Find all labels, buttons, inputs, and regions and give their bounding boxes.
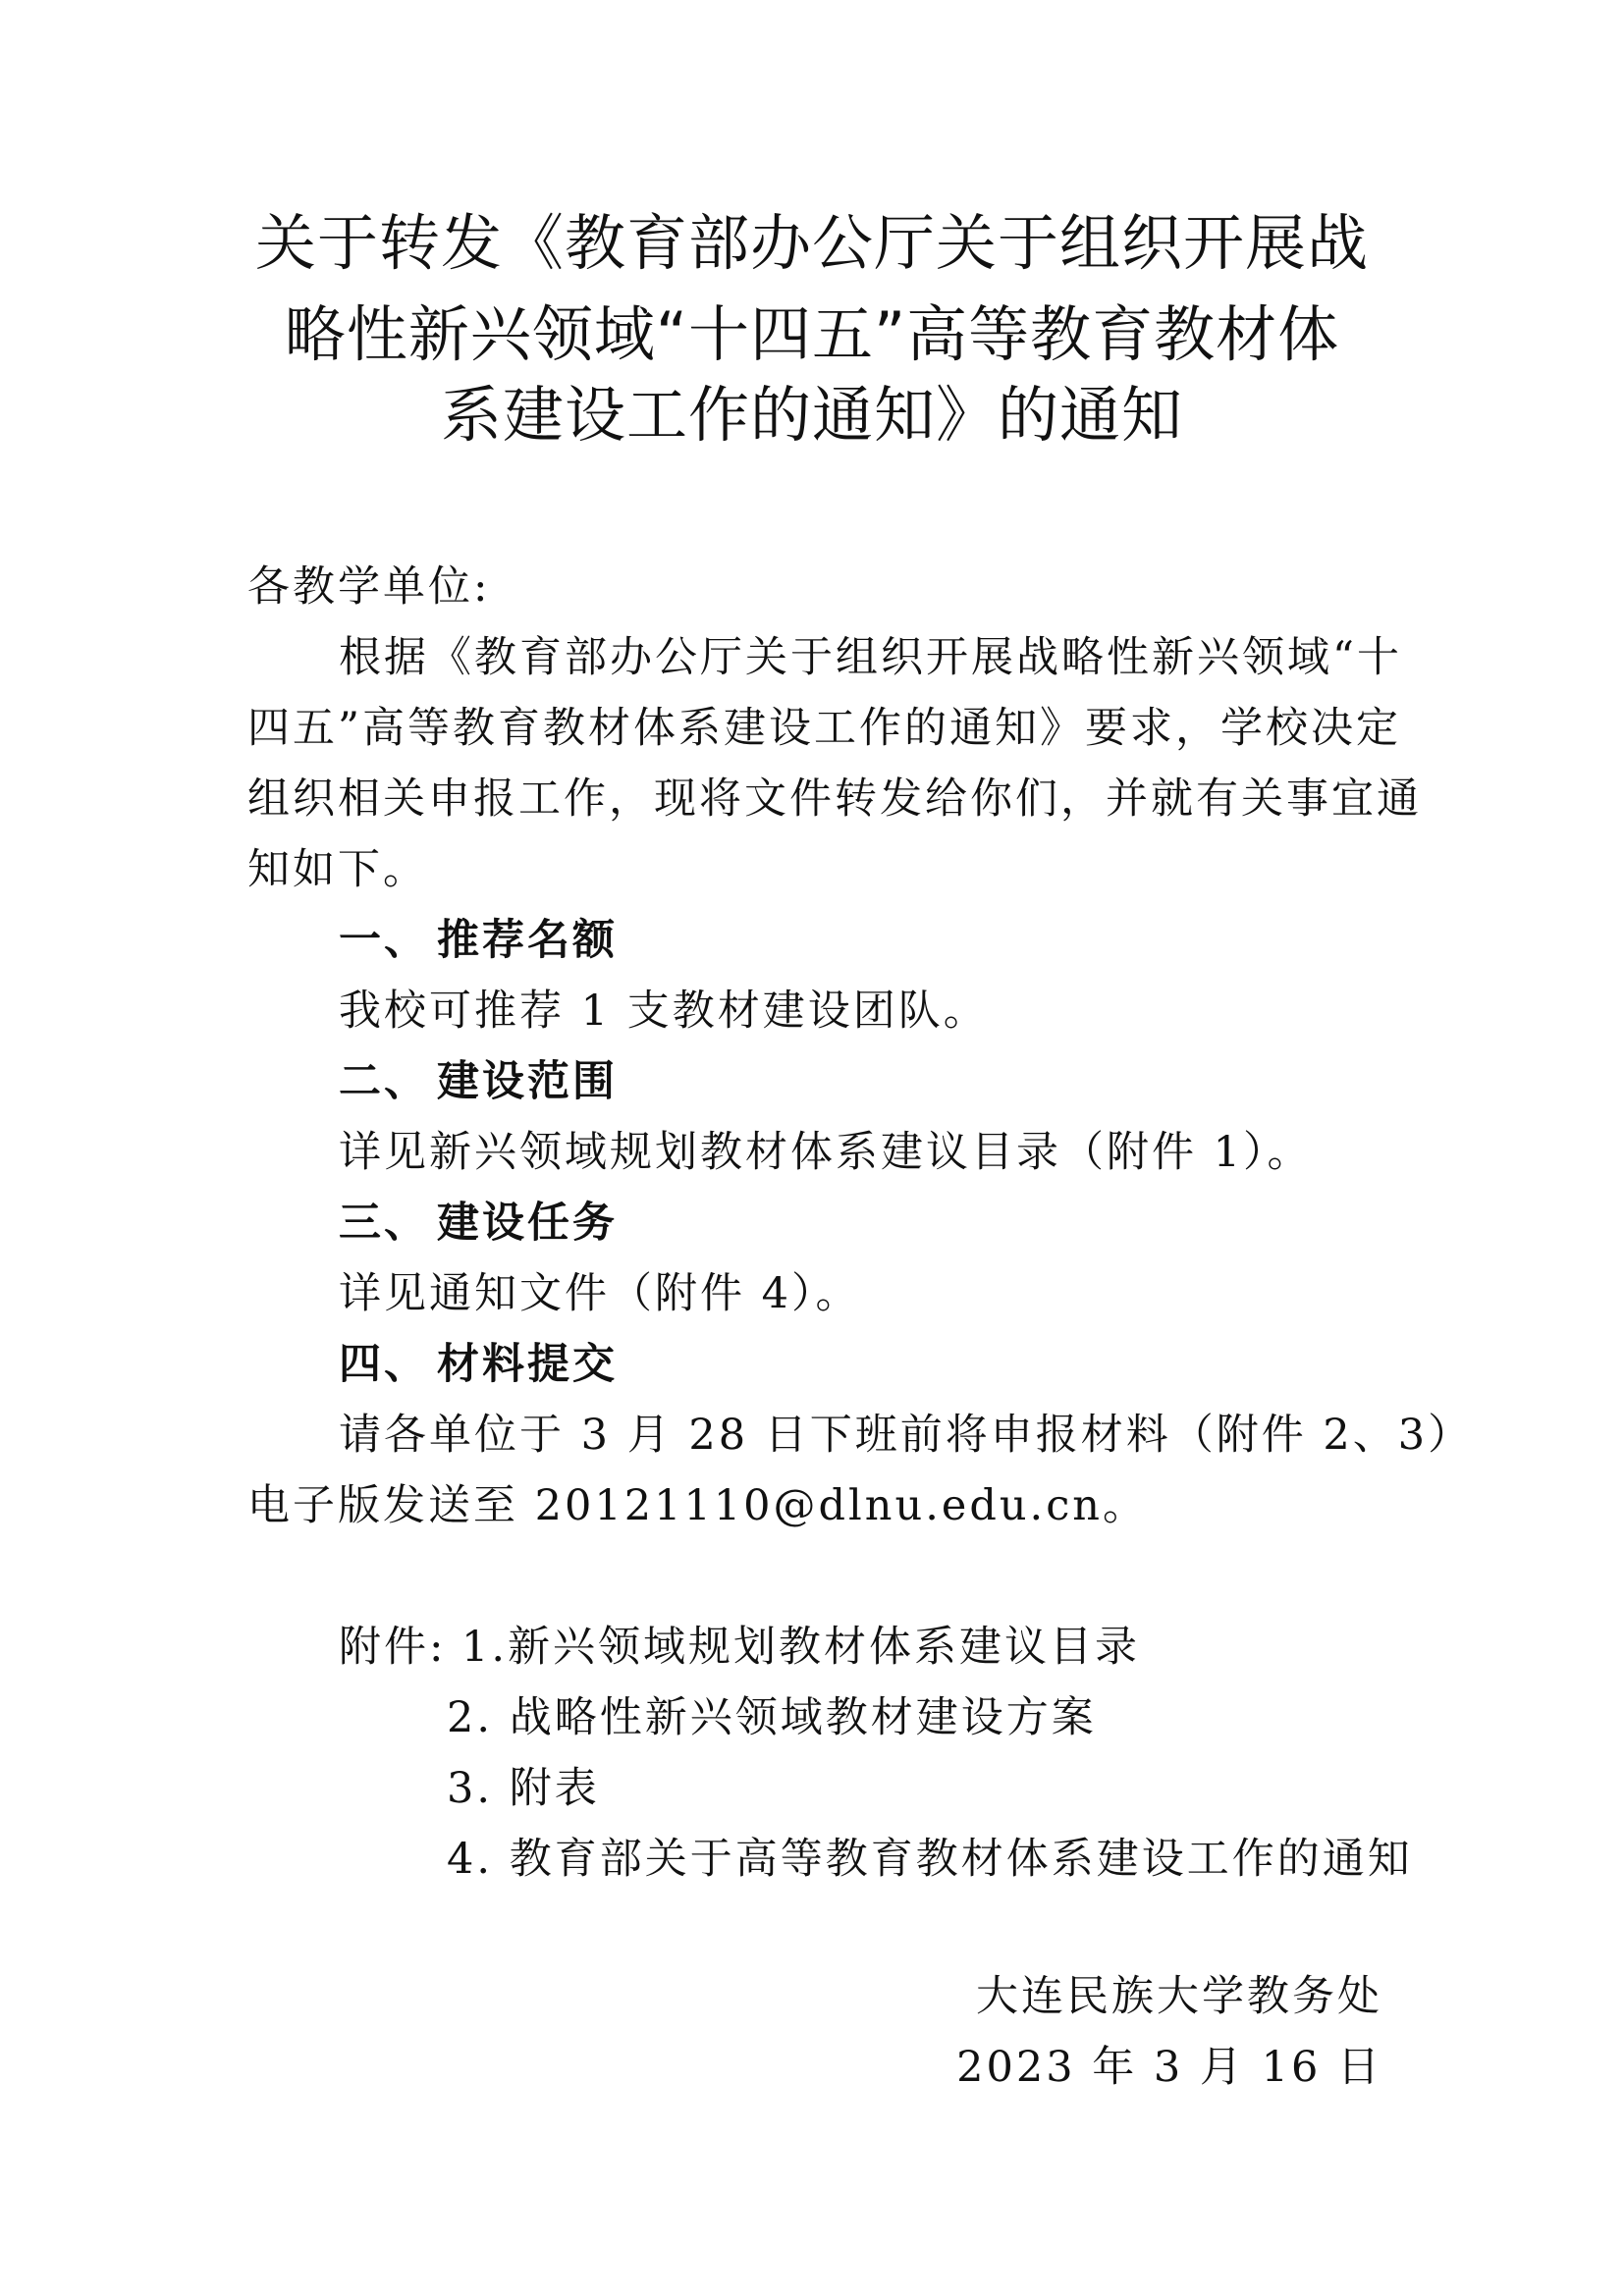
section-title: 推荐名额 bbox=[437, 916, 618, 965]
section-body-3: 详见通知文件（附件 4）。 bbox=[339, 1269, 861, 1318]
document-title-line-2: 略性新兴领域“十四五”高等教育教材体 bbox=[284, 298, 1340, 370]
intro-line-2: 四五”高等教育教材体系建设工作的通知》要求，学校决定 bbox=[247, 704, 1401, 753]
section-number: 二、 bbox=[339, 1057, 429, 1106]
intro-line-3: 组织相关申报工作，现将文件转发给你们，并就有关事宜通 bbox=[247, 774, 1422, 824]
signature-org: 大连民族大学教务处 bbox=[976, 1972, 1382, 2021]
section-body-2: 详见新兴领域规划教材体系建议目录（附件 1）。 bbox=[339, 1128, 1313, 1177]
salutation: 各教学单位: bbox=[247, 562, 491, 612]
section-heading-2 bbox=[339, 1052, 618, 1111]
attachment-item-2: 2. 战略性新兴领域教材建设方案 bbox=[447, 1693, 1097, 1742]
attachment-item-1: 1.新兴领域规划教材体系建议目录 bbox=[461, 1623, 1141, 1672]
section-body-4-continued: 电子版发送至 20121110@dlnu.edu.cn。 bbox=[247, 1481, 1148, 1530]
section-title: 建设任务 bbox=[437, 1199, 618, 1248]
document-title-line-3: 系建设工作的通知》的通知 bbox=[440, 379, 1183, 451]
section-number: 三、 bbox=[339, 1199, 429, 1248]
attachments-label: 附件: bbox=[339, 1623, 447, 1672]
intro-line-1: 根据《教育部办公厅关于组织开展战略性新兴领域“十 bbox=[339, 633, 1402, 682]
section-title: 材料提交 bbox=[437, 1340, 618, 1389]
attachment-item-3: 3. 附表 bbox=[447, 1764, 600, 1813]
intro-line-4: 知如下。 bbox=[247, 845, 428, 894]
section-number: 四、 bbox=[339, 1340, 429, 1389]
section-number: 一、 bbox=[339, 916, 429, 965]
section-heading-3 bbox=[339, 1194, 618, 1253]
signature-date: 2023 年 3 月 16 日 bbox=[956, 2043, 1382, 2092]
section-body-1: 我校可推荐 1 支教材建设团队。 bbox=[339, 987, 989, 1036]
document-title-line-1: 关于转发《教育部办公厅关于组织开展战 bbox=[254, 207, 1369, 279]
section-body-4: 请各单位于 3 月 28 日下班前将申报材料（附件 2、3） bbox=[339, 1411, 1474, 1460]
section-heading-4 bbox=[339, 1335, 618, 1394]
attachment-item-4: 4. 教育部关于高等教育教材体系建设工作的通知 bbox=[447, 1835, 1413, 1884]
section-title: 建设范围 bbox=[437, 1057, 618, 1106]
section-heading-1 bbox=[339, 911, 618, 970]
